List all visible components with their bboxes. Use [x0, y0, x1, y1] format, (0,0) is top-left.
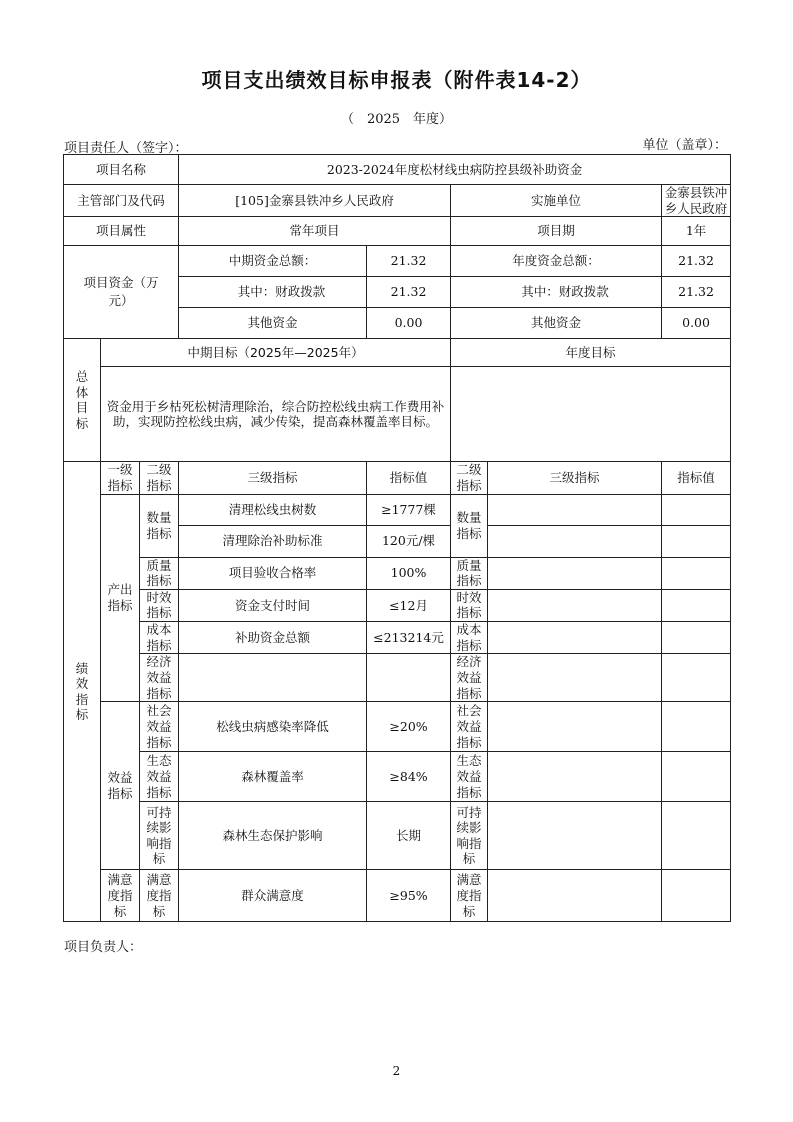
level2-label: 经济效益指标	[140, 654, 179, 702]
header-value: 指标值	[367, 462, 451, 494]
page-title: 项目支出绩效目标申报表（附件表14-2）	[201, 68, 592, 92]
level3-right	[488, 702, 662, 752]
mid-other-value: 0.00	[367, 308, 451, 339]
level2-right-label: 社会效益指标	[451, 702, 488, 752]
level2-right-label: 生态效益指标	[451, 752, 488, 802]
mid-fiscal-label: 其中：财政拨款	[179, 277, 367, 308]
indicator-value: ≤12月	[367, 589, 451, 621]
level3-label: 森林覆盖率	[179, 752, 367, 802]
row-goal-text	[64, 367, 731, 462]
level3-right	[488, 589, 662, 621]
year-goal-text	[451, 367, 731, 462]
row-indicator-headers	[64, 462, 731, 494]
satisfaction-indicator-label: 满意度指标	[101, 870, 140, 922]
table-row	[64, 494, 731, 525]
implementer-label: 实施单位	[451, 185, 662, 217]
row-department	[64, 185, 731, 217]
fund-label: 项目资金（万元）	[64, 246, 179, 339]
year-total-value: 21.32	[662, 246, 731, 277]
project-name-label: 项目名称	[64, 155, 179, 185]
department-value: [105]金寨县铁冲乡人民政府	[179, 185, 451, 217]
level3-right	[488, 525, 662, 557]
performance-form-table	[63, 154, 731, 922]
level2-right-label: 经济效益指标	[451, 654, 488, 702]
level3-label: 资金支付时间	[179, 589, 367, 621]
value-right	[662, 589, 731, 621]
attribute-value: 常年项目	[179, 217, 451, 246]
mid-fiscal-value: 21.32	[367, 277, 451, 308]
table-row	[64, 557, 731, 589]
period-label: 项目期	[451, 217, 662, 246]
header-value-right: 指标值	[662, 462, 731, 494]
level3-right	[488, 752, 662, 802]
table-row	[64, 654, 731, 702]
level2-right-label: 数量指标	[451, 494, 488, 557]
project-lead-label: 项目负责人：	[64, 940, 143, 955]
level3-right	[488, 802, 662, 870]
period-value: 1年	[662, 217, 731, 246]
level3-right	[488, 870, 662, 922]
level3-right	[488, 494, 662, 525]
value-right	[662, 557, 731, 589]
level2-label: 时效指标	[140, 589, 179, 621]
level2-label: 成本指标	[140, 622, 179, 654]
year-other-label: 其他资金	[451, 308, 662, 339]
indicator-value: ≥1777棵	[367, 494, 451, 525]
indicator-value: ≥84%	[367, 752, 451, 802]
row-project-name	[64, 155, 731, 185]
effect-indicator-label: 效益指标	[101, 702, 140, 870]
level3-label: 补助资金总额	[179, 622, 367, 654]
level2-label: 数量指标	[140, 494, 179, 557]
level2-right-label: 成本指标	[451, 622, 488, 654]
mid-other-label: 其他资金	[179, 308, 367, 339]
level3-label: 项目验收合格率	[179, 557, 367, 589]
level2-label: 可持续影响指标	[140, 802, 179, 870]
year-other-value: 0.00	[662, 308, 731, 339]
table-row	[64, 752, 731, 802]
indicator-value: ≥95%	[367, 870, 451, 922]
indicator-value: 120元/棵	[367, 525, 451, 557]
table-row	[64, 870, 731, 922]
performance-indicators-label: 绩效指标	[64, 462, 101, 922]
level2-label: 社会效益指标	[140, 702, 179, 752]
year-goal-header: 年度目标	[451, 339, 731, 367]
level3-label: 群众满意度	[179, 870, 367, 922]
level3-label: 清理松线虫树数	[179, 494, 367, 525]
mid-goal-header: 中期目标（2025年—2025年）	[101, 339, 451, 367]
row-goal-headers	[64, 339, 731, 367]
value-right	[662, 702, 731, 752]
table-row	[64, 589, 731, 621]
level2-right-label: 可持续影响指标	[451, 802, 488, 870]
signer-label: 项目责任人（签字）：	[64, 141, 188, 156]
indicator-value: 长期	[367, 802, 451, 870]
department-label: 主管部门及代码	[64, 185, 179, 217]
level3-label: 森林生态保护影响	[179, 802, 367, 870]
level3-right	[488, 654, 662, 702]
indicator-value	[367, 654, 451, 702]
table-row	[64, 702, 731, 752]
project-name-value: 2023-2024年度松材线虫病防控县级补助资金	[179, 155, 731, 185]
implementer-value: 金寨县铁冲乡人民政府	[662, 185, 731, 217]
year-total-label: 年度资金总额：	[451, 246, 662, 277]
value-right	[662, 622, 731, 654]
year-line: （ 2025 年度）	[340, 112, 453, 127]
indicator-value: ≤213214元	[367, 622, 451, 654]
table-row	[64, 622, 731, 654]
page-number: 2	[392, 1064, 401, 1078]
value-right	[662, 802, 731, 870]
level3-label: 松线虫病感染率降低	[179, 702, 367, 752]
year-fiscal-value: 21.32	[662, 277, 731, 308]
value-right	[662, 525, 731, 557]
row-attribute	[64, 217, 731, 246]
level2-right-label: 满意度指标	[451, 870, 488, 922]
unit-stamp-label: 单位（盖章）：	[642, 138, 727, 153]
level2-label: 满意度指标	[140, 870, 179, 922]
level2-right-label: 时效指标	[451, 589, 488, 621]
mid-total-value: 21.32	[367, 246, 451, 277]
value-right	[662, 494, 731, 525]
level3-label	[179, 654, 367, 702]
header-level1: 一级指标	[101, 462, 140, 494]
value-right	[662, 870, 731, 922]
value-right	[662, 654, 731, 702]
level2-label: 质量指标	[140, 557, 179, 589]
level2-right-label: 质量指标	[451, 557, 488, 589]
attribute-label: 项目属性	[64, 217, 179, 246]
overall-goal-label: 总体目标	[64, 339, 101, 462]
header-level3-right: 三级指标	[488, 462, 662, 494]
level3-right	[488, 557, 662, 589]
year-fiscal-label: 其中：财政拨款	[451, 277, 662, 308]
header-level2: 二级指标	[140, 462, 179, 494]
row-fund-total	[64, 246, 731, 277]
level3-right	[488, 622, 662, 654]
mid-goal-text: 资金用于乡枯死松树清理除治，综合防控松线虫病工作费用补助，实现防控松线虫病，减少传染，提高森林覆盖率目标。	[101, 367, 451, 462]
level3-label: 清理除治补助标准	[179, 525, 367, 557]
output-indicator-label: 产出指标	[101, 494, 140, 702]
value-right	[662, 752, 731, 802]
header-level3: 三级指标	[179, 462, 367, 494]
header-level2-right: 二级指标	[451, 462, 488, 494]
indicator-value: 100%	[367, 557, 451, 589]
indicator-value: ≥20%	[367, 702, 451, 752]
level2-label: 生态效益指标	[140, 752, 179, 802]
mid-total-label: 中期资金总额：	[179, 246, 367, 277]
table-row	[64, 802, 731, 870]
